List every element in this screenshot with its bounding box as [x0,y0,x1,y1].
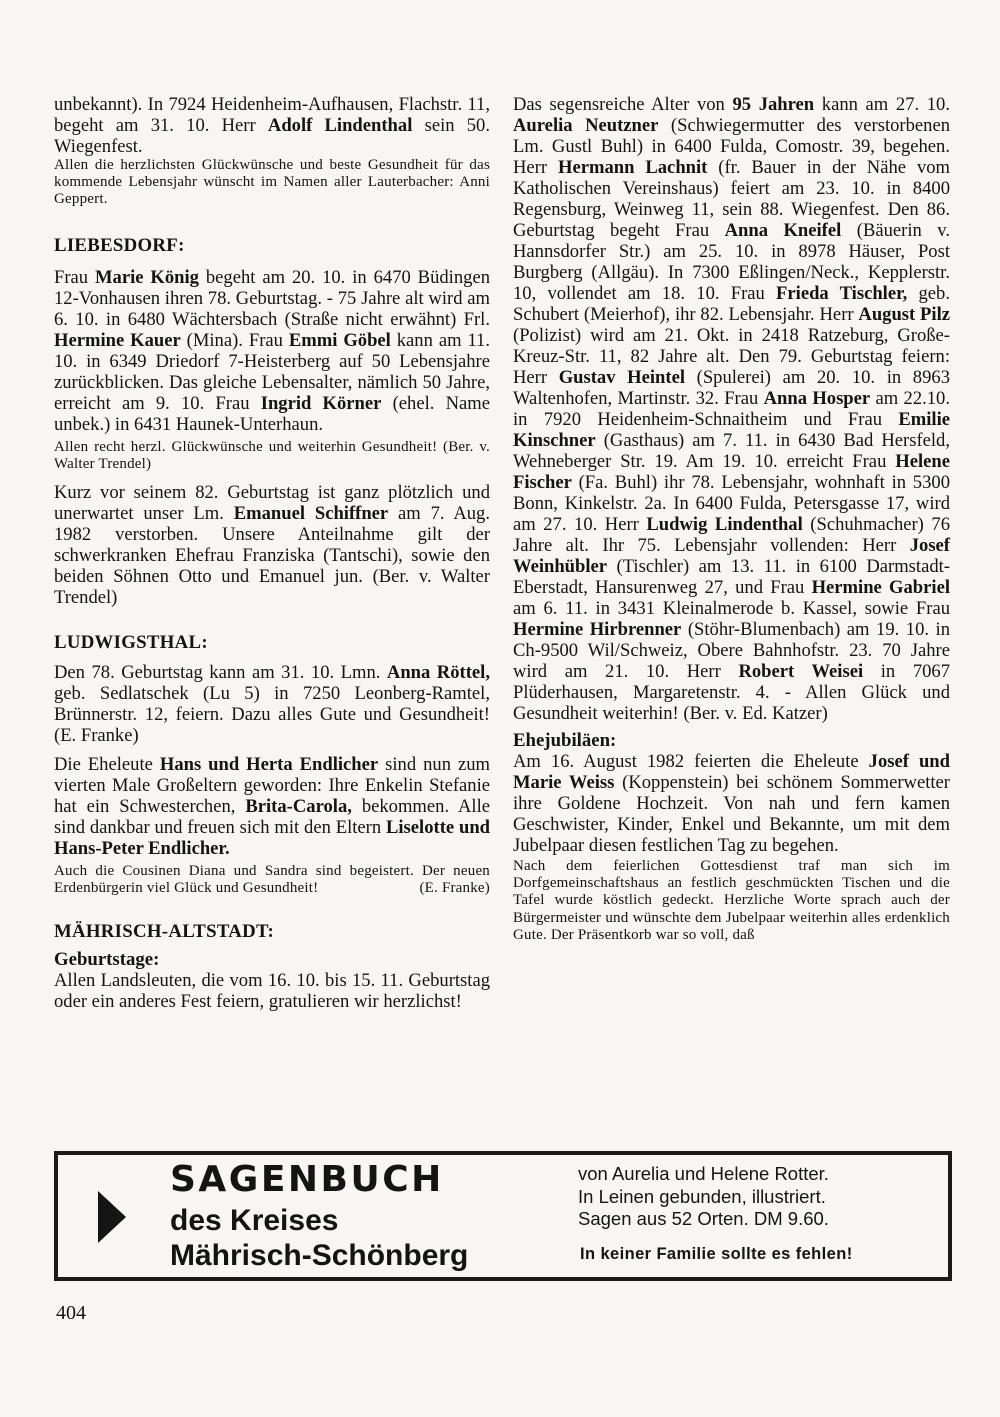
paragraph: Frau Marie König begeht am 20. 10. in 6470 Büdingen 12-Vonhausen ihren 78. Geburtstag. - 75 Jahre alt wird am 6. 10. in 6480 Wächtersbach (Straße nicht erwähnt) Frl. Hermine Kauer (Mina). Frau Emmi Göbel kann am 11. 10. in 6349 Driedorf 7-Heisterberg auf 50 Lebensjahre zurückblicken. Das gleiche Lebensalter, nämlich 50 Jahre, erreicht am 9. 10. Frau Ingrid Körner (ehel. Name unbek.) in 6431 Haunek-Unterhaun. [54,266,490,435]
ad-region: Mährisch-Schönberg [170,1239,469,1272]
small-note: Auch die Cousinen Diana und Sandra sind begeistert. Der neuen Erdenbürgerin viel Glück und Gesundheit! (E. Franke) [54,863,490,897]
paragraph: unbekannt). In 7924 Heidenheim-Aufhausen, Flachstr. 11, begeht am 31. 10. Herr Adolf Lindenthal sein 50. Wiegenfest. [54,94,490,157]
attribution: (E. Franke) [419,880,490,897]
subheading-ehejubilaeen: Ehejubiläen: [513,730,617,751]
small-note: Allen die herzlichsten Glückwünsche und beste Gesundheit für das kommende Lebensjahr wünscht im Namen aller Lauterbacher: Anni Geppert. [54,157,490,208]
ad-slogan: In keiner Familie sollte es fehlen! [580,1245,853,1263]
ad-details: von Aurelia und Helene Rotter. In Leinen gebunden, illustriert. Sagen aus 52 Orten. DM 9.60. [578,1163,829,1229]
small-note: Allen recht herzl. Glückwünsche und weiterhin Gesundheit! (Ber. v. Walter Trendel) [54,438,490,472]
name-bold: Adolf Lindenthal [267,115,413,136]
subheading-geburtstage: Geburtstage: [54,949,160,971]
section-heading-maehrisch-altstadt: MÄHRISCH-ALTSTADT: [54,921,275,943]
small-note: Nach dem feierlichen Gottesdienst traf man sich im Dorfgemeinschaftshaus an festlich geschmückten Tischen und die Tafel wurde köstlich gedeckt. Herzliche Worte sprach auch der Bürgermeister und wünschte dem Jubelpaar weiterhin alles erdenklich Gute. Der Präsentkorb war so voll, daß [513,858,950,943]
paragraph: Am 16. August 1982 feierten die Eheleute Josef und Marie Weiss (Koppenstein) bei schönem Sommerwetter ihre Goldene Hochzeit. Von nah und fern kamen Geschwister, Kinder, Enkel und Bekannte, um mit dem Jubelpaar diesen festlichen Tag zu begehen. [513,751,950,856]
triangle-arrow-icon [98,1191,126,1243]
paragraph: Kurz vor seinem 82. Geburtstag ist ganz plötzlich und unerwartet unser Lm. Emanuel Schiffner am 7. Aug. 1982 verstorben. Unsere Anteilnahme gilt der schwerkranken Ehefrau Franziska (Tantschi), sowie den beiden Söhnen Otto und Emanuel jun. (Ber. v. Walter Trendel) [54,482,490,609]
ad-title: SAGENBUCH [170,1159,444,1200]
section-heading-ludwigsthal: LUDWIGSTHAL: [54,632,208,654]
paragraph: Die Eheleute Hans und Herta Endlicher sind nun zum vierten Male Großeltern geworden: Ihre Enkelin Stefanie hat ein Schwesterchen, Brita-Carola, bekommen. Alle sind dankbar und freuen sich mit den Eltern Liselotte und Hans-Peter Endlicher. [54,754,491,860]
ad-subtitle: des Kreises [170,1204,339,1237]
paragraph: Allen Landsleuten, die vom 16. 10. bis 15. 11. Geburtstag oder ein anderes Fest feiern, gratulieren wir herzlichst! [54,970,490,1013]
sagenbuch-advertisement [54,1151,952,1281]
right-column [513,94,950,944]
paragraph: Das segensreiche Alter von 95 Jahren kann am 27. 10. Aurelia Neutzner (Schwiegermutter des verstorbenen Lm. Gustl Buhl) in 6400 Fulda, Comostr. 39, begehen. Herr Hermann Lachnit (fr. Bauer in der Nähe vom Katholischen Vereinshaus) feiert am 23. 10. in 8400 Regensburg, Weinweg 11, sein 88. Wiegenfest. Den 86. Geburtstag begeht Frau Anna Kneifel (Bäuerin v. Hannsdorfer Str.) am 25. 10. in 8978 Häuser, Post Burgberg (Allgäu). In 7300 Eßlingen/Neck., Kepplerstr. 10, vollendet am 18. 10. Frau Frieda Tischler, geb. Schubert (Meierhof), ihr 82. Lebensjahr. Herr August Pilz (Polizist) wird am 21. Okt. in 2418 Ratzeburg, Große-Kreuz-Str. 11, 82 Jahre alt. Den 79. Geburtstag feiern: Herr Gustav Heintel (Spulerei) am 20. 10. in 8963 Waltenhofen, Martinstr. 32. Frau Anna Hosper am 22.10. in 7920 Heidenheim-Schnaitheim und Frau Emilie Kinschner (Gasthaus) am 7. 11. in 6430 Bad Hersfeld, Wehneberger Str. 19. Am 19. 10. erreicht Frau Helene Fischer (Fa. Buhl) ihr 78. Lebensjahr, wohnhaft in 5300 Bonn, Kinkelstr. 2a. In 6400 Fulda, Petersgasse 17, wird am 27. 10. Herr Ludwig Lindenthal (Schuhmacher) 76 Jahre alt. Ihr 75. Lebensjahr vollenden: Herr Josef Weinhübler (Tischler) am 13. 11. in 6100 Darmstadt-Eberstadt, Hansurenweg 27, und Frau Hermine Gabriel am 6. 11. in 3431 Kleinalmerode b. Kassel, sowie Frau Hermine Hirbrenner (Stöhr-Blumenbach) am 19. 10. in Ch-9500 Wil/Schweiz, Obere Bahnhofstr. 23. 70 Jahre wird am 21. 10. Herr Robert Weisei in 7067 Plüderhausen, Margaretenstr. 4. - Allen Glück und Gesundheit weiterhin! (Ber. v. Ed. Katzer) [513,94,951,724]
page-number: 404 [56,1302,86,1324]
left-column [54,94,490,1012]
paragraph: Den 78. Geburtstag kann am 31. 10. Lmn. Anna Röttel, geb. Sedlatschek (Lu 5) in 7250 Leonberg-Ramtel, Brünnerstr. 12, feiern. Dazu alles Gute und Gesundheit! (E. Franke) [54,662,490,747]
section-heading-liebesdorf: LIEBESDORF: [54,234,185,256]
